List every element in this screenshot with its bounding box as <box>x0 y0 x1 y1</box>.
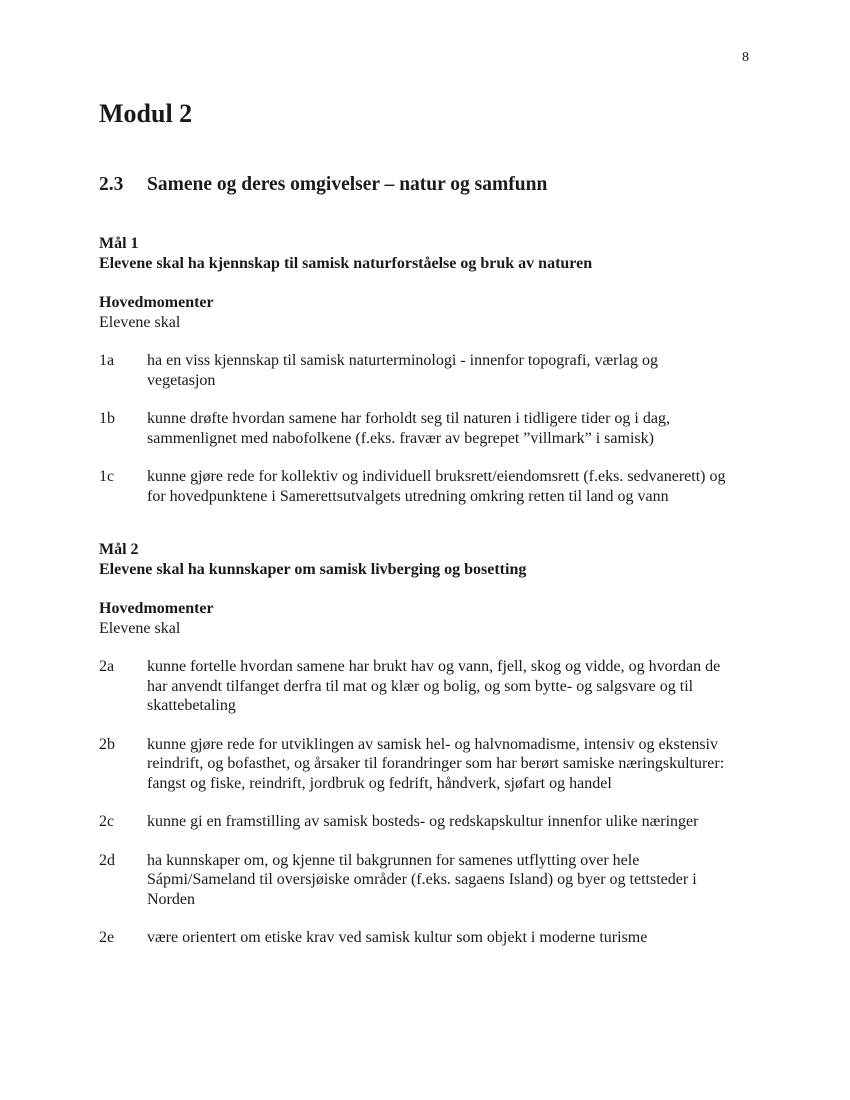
goal-1-intro: Elevene skal <box>99 313 181 331</box>
goal-1-statement: Elevene skal ha kjennskap til samisk naturforståelse og bruk av naturen <box>99 254 593 272</box>
item-line: kunne gi en framstilling av samisk bosteds- og redskapskultur innenfor ulike næringer <box>147 813 699 830</box>
item-line: ha en viss kjennskap til samisk naturterminologi - innenfor topografi, værlag og <box>147 352 659 369</box>
goal-2-label: Mål 2 <box>99 541 139 558</box>
item-text <box>147 851 759 910</box>
item-code: 1b <box>99 410 115 427</box>
item-line: kunne fortelle hvordan samene har brukt hav og vann, fjell, skog og vidde, og hvordan de <box>147 658 721 675</box>
list-item-2c <box>99 812 759 832</box>
goal-2 <box>99 540 759 948</box>
item-line: kunne drøfte hvordan samene har forholdt seg til naturen i tidligere tider og i dag, <box>147 410 670 427</box>
goal-1 <box>99 234 759 506</box>
item-text <box>147 467 759 506</box>
page-number: 8 <box>742 50 749 65</box>
item-code: 1c <box>99 468 115 485</box>
item-code: 2e <box>99 929 115 946</box>
list-item-1a <box>99 351 759 390</box>
module-title: Modul 2 <box>99 99 193 128</box>
list-item-2a <box>99 657 759 716</box>
section-number: 2.3 <box>99 174 124 195</box>
list-item-1b <box>99 409 759 448</box>
list-item-2e <box>99 928 759 948</box>
item-line: være orientert om etiske krav ved samisk kultur som objekt i moderne turisme <box>147 929 648 946</box>
item-line: sammenlignet med nabofolkene (f.eks. fravær av begrepet ”villmark” i samisk) <box>147 429 654 447</box>
item-line: reindrift, og bofasthet, og årsaker til forandringer som har berørt samiske næringskulturer: <box>147 755 725 772</box>
item-line: har anvendt tilfanget derfra til mat og klær og bolig, og som bytte- og salgsvare og til <box>147 677 694 695</box>
item-code: 2d <box>99 851 115 869</box>
goal-2-statement: Elevene skal ha kunnskaper om samisk livberging og bosetting <box>99 560 527 578</box>
item-line: fangst og fiske, reindrift, jordbruk og fedrift, håndverk, sjøfart og handel <box>147 774 612 792</box>
item-line: ha kunnskaper om, og kjenne til bakgrunnen for samenes utflytting over hele <box>147 851 640 869</box>
list-item-1c <box>99 467 759 506</box>
item-text <box>147 657 759 716</box>
section-heading <box>99 172 547 198</box>
item-code: 2b <box>99 735 115 753</box>
item-text <box>147 351 759 390</box>
item-line: kunne gjøre rede for utviklingen av samisk hel- og halvnomadisme, intensiv og ekstensiv <box>147 735 718 753</box>
item-line: kunne gjøre rede for kollektiv og individuell bruksrett/eiendomsrett (f.eks. sedvanerett) og <box>147 468 726 485</box>
item-code: 2c <box>99 813 115 830</box>
goal-1-main-points-heading: Hovedmomenter <box>99 294 214 311</box>
item-line: for hovedpunktene i Samerettsutvalgets utredning omkring retten til land og vann <box>147 487 669 505</box>
goal-2-main-points-heading: Hovedmomenter <box>99 600 214 617</box>
item-line: vegetasjon <box>147 371 216 389</box>
item-line: Sápmi/Sameland til oversjøiske områder (f.eks. sagaens Island) og byer og tettsteder i <box>147 871 697 888</box>
item-text <box>147 409 759 448</box>
goal-2-intro: Elevene skal <box>99 619 181 637</box>
item-text <box>147 735 759 794</box>
section-title: Samene og deres omgivelser – natur og samfunn <box>147 174 548 195</box>
list-item-2b <box>99 735 759 794</box>
item-code: 2a <box>99 658 115 675</box>
goal-1-label: Mål 1 <box>99 235 139 252</box>
item-line: Norden <box>147 890 195 908</box>
item-line: skattebetaling <box>147 697 236 714</box>
item-text <box>147 812 759 832</box>
list-item-2d <box>99 851 759 910</box>
item-code: 1a <box>99 352 115 369</box>
item-text <box>147 928 759 948</box>
